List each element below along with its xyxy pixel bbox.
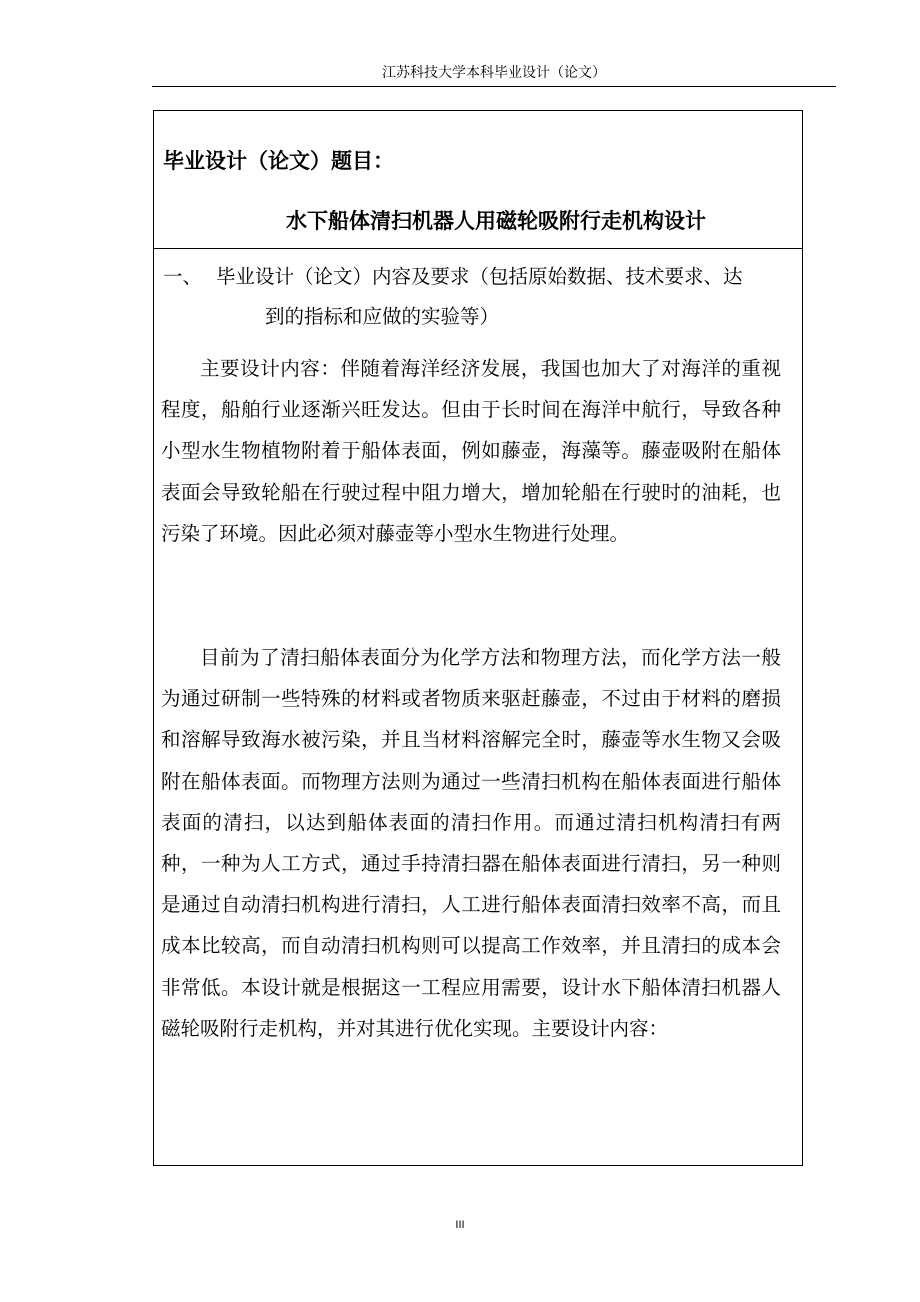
assignment-form-table <box>153 110 803 1166</box>
content-cell <box>154 249 802 1165</box>
paragraph-design-content: 主要设计内容：伴随着海洋经济发展，我国也加大了对海洋的重视程度，船舶行业逐渐兴旺发达。但由于长时间在海洋中航行，导致各种小型水生物植物附着于船体表面，例如藤壶，海藻等。藤壶吸附在船体表面会导致轮船在行驶过程中阻力增大，增加轮船在行驶时的油耗，也污染了环境。因此必须对藤壶等小型水生物进行处理。 <box>161 357 781 545</box>
page-number: III <box>455 1219 465 1231</box>
header-rule <box>152 86 836 87</box>
section-heading-line1: 毕业设计（论文）内容及要求（包括原始数据、技术要求、达 <box>216 265 743 288</box>
title-cell <box>154 111 802 249</box>
section-heading <box>216 257 798 337</box>
running-header: 江苏科技大学本科毕业设计（论文） <box>382 65 606 81</box>
section-heading-line2: 到的指标和应做的实验等） <box>265 305 500 328</box>
thesis-title: 水下船体清扫机器人用磁轮吸附行走机构设计 <box>286 208 706 233</box>
section-number: 一、 <box>163 265 203 288</box>
title-label: 毕业设计（论文）题目： <box>163 148 394 173</box>
paragraph-cleaning-methods: 目前为了清扫船体表面分为化学方法和物理方法，而化学方法一般为通过研制一些特殊的材料或者物质来驱赶藤壶，不过由于材料的磨损和溶解导致海水被污染，并且当材料溶解完全时，藤壶等水生物又会吸附在船体表面。而物理方法则为通过一些清扫机构在船体表面进行船体表面的清扫，以达到船体表面的清扫作用。而通过清扫机构清扫有两种，一种为人工方式，通过手持清扫器在船体表面进行清扫，另一种则是通过自动清扫机构进行清扫，人工进行船体表面清扫效率不高，而且成本比较高，而自动清扫机构则可以提高工作效率，并且清扫的成本会非常低。本设计就是根据这一工程应用需要，设计水下船体清扫机器人磁轮吸附行走机构，并对其进行优化实现。主要设计内容： <box>161 646 781 1040</box>
